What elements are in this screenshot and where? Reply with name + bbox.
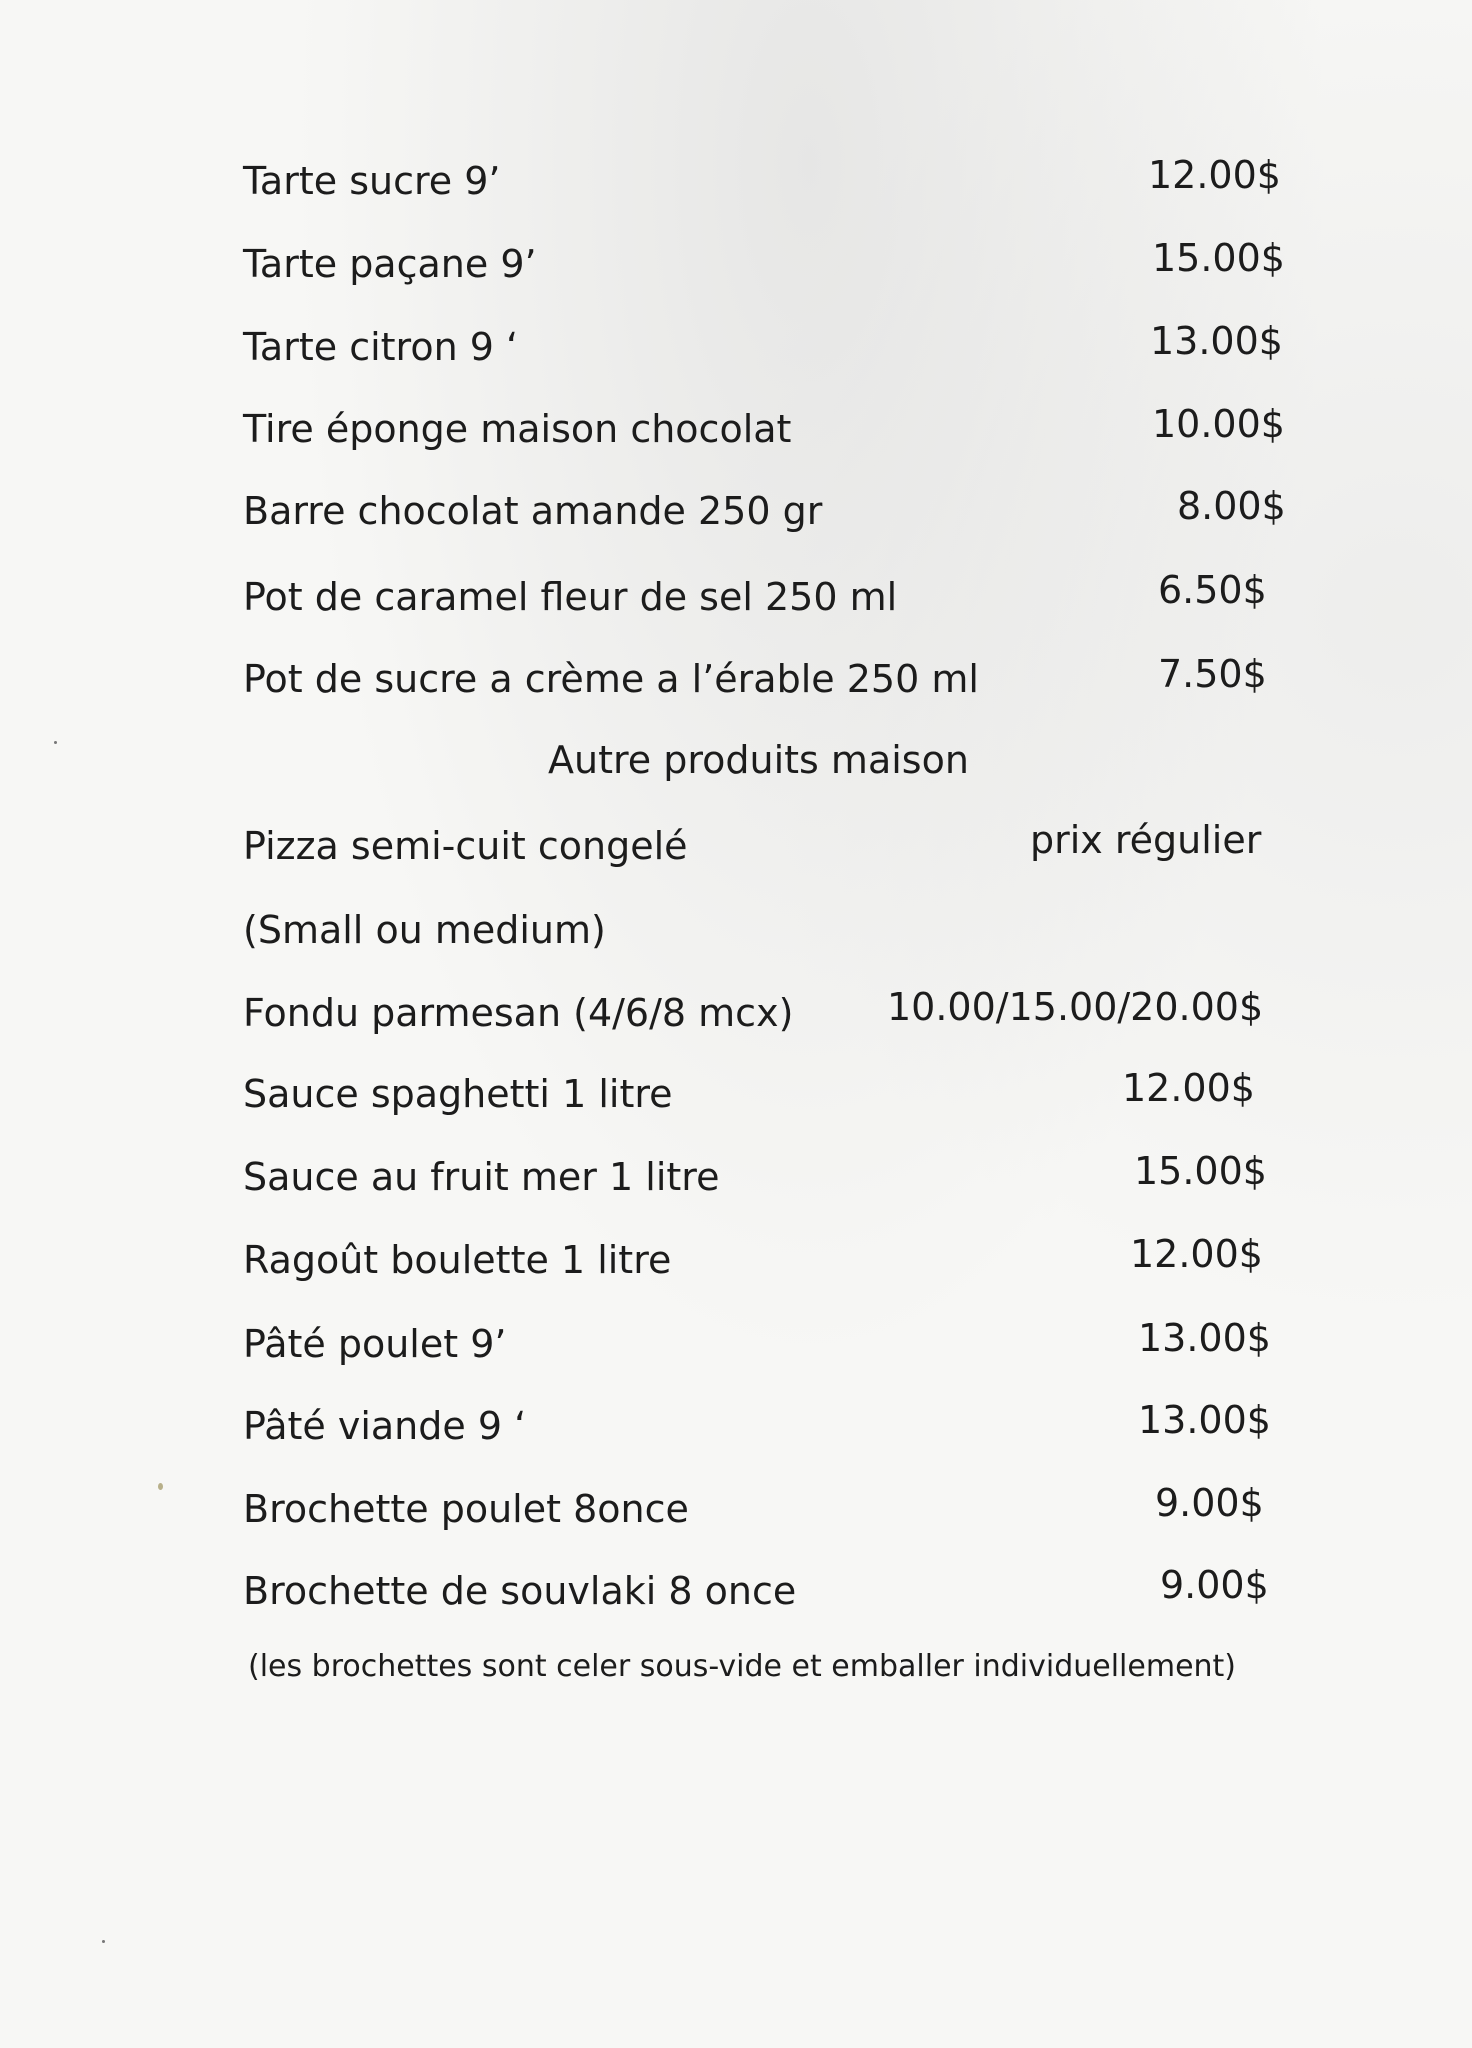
- item-name: Tire éponge maison chocolat: [243, 407, 792, 451]
- item-name: Pot de sucre a crème a l’érable 250 ml: [243, 657, 979, 701]
- item-name: Tarte sucre 9’: [243, 159, 501, 203]
- item-price: 10.00$: [1152, 402, 1285, 446]
- item-price: 9.00$: [1160, 1563, 1269, 1607]
- item-price: 10.00/15.00/20.00$: [887, 985, 1264, 1029]
- pizza-sizes: (Small ou medium): [243, 908, 606, 952]
- item-price: 15.00$: [1134, 1149, 1267, 1193]
- item-name: Pâté viande 9 ‘: [243, 1404, 527, 1448]
- item-name: Tarte paçane 9’: [243, 242, 537, 286]
- item-name: Brochette poulet 8once: [243, 1487, 689, 1531]
- item-price: 13.00$: [1150, 319, 1283, 363]
- item-price: 8.00$: [1177, 484, 1286, 528]
- item-name: Fondu parmesan (4/6/8 mcx): [243, 991, 794, 1035]
- scan-speck: [158, 1483, 163, 1490]
- item-price: 12.00$: [1122, 1066, 1255, 1110]
- item-name: Ragoût boulette 1 litre: [243, 1238, 672, 1282]
- footer-note: (les brochettes sont celer sous-vide et emballer individuellement): [248, 1649, 1237, 1684]
- item-name: Sauce spaghetti 1 litre: [243, 1072, 673, 1116]
- scan-speck: [102, 1940, 105, 1943]
- item-name: Tarte citron 9 ‘: [243, 325, 519, 369]
- item-name: Pâté poulet 9’: [243, 1322, 507, 1366]
- item-price: 6.50$: [1158, 568, 1267, 612]
- item-name: Barre chocolat amande 250 gr: [243, 489, 823, 533]
- item-price: 9.00$: [1155, 1481, 1264, 1525]
- item-name: Brochette de souvlaki 8 once: [243, 1569, 797, 1613]
- item-price: 7.50$: [1158, 652, 1267, 696]
- item-name: Pot de caramel fleur de sel 250 ml: [243, 575, 898, 619]
- item-name: Sauce au fruit mer 1 litre: [243, 1155, 720, 1199]
- item-price: 12.00$: [1148, 153, 1281, 197]
- item-price: 12.00$: [1130, 1232, 1263, 1276]
- item-price: 15.00$: [1152, 236, 1285, 280]
- pizza-name: Pizza semi-cuit congelé: [243, 824, 688, 868]
- section-heading: Autre produits maison: [548, 738, 969, 782]
- pizza-price-note: prix régulier: [1030, 818, 1262, 862]
- scan-speck: [54, 741, 57, 744]
- item-price: 13.00$: [1138, 1398, 1271, 1442]
- item-price: 13.00$: [1138, 1316, 1271, 1360]
